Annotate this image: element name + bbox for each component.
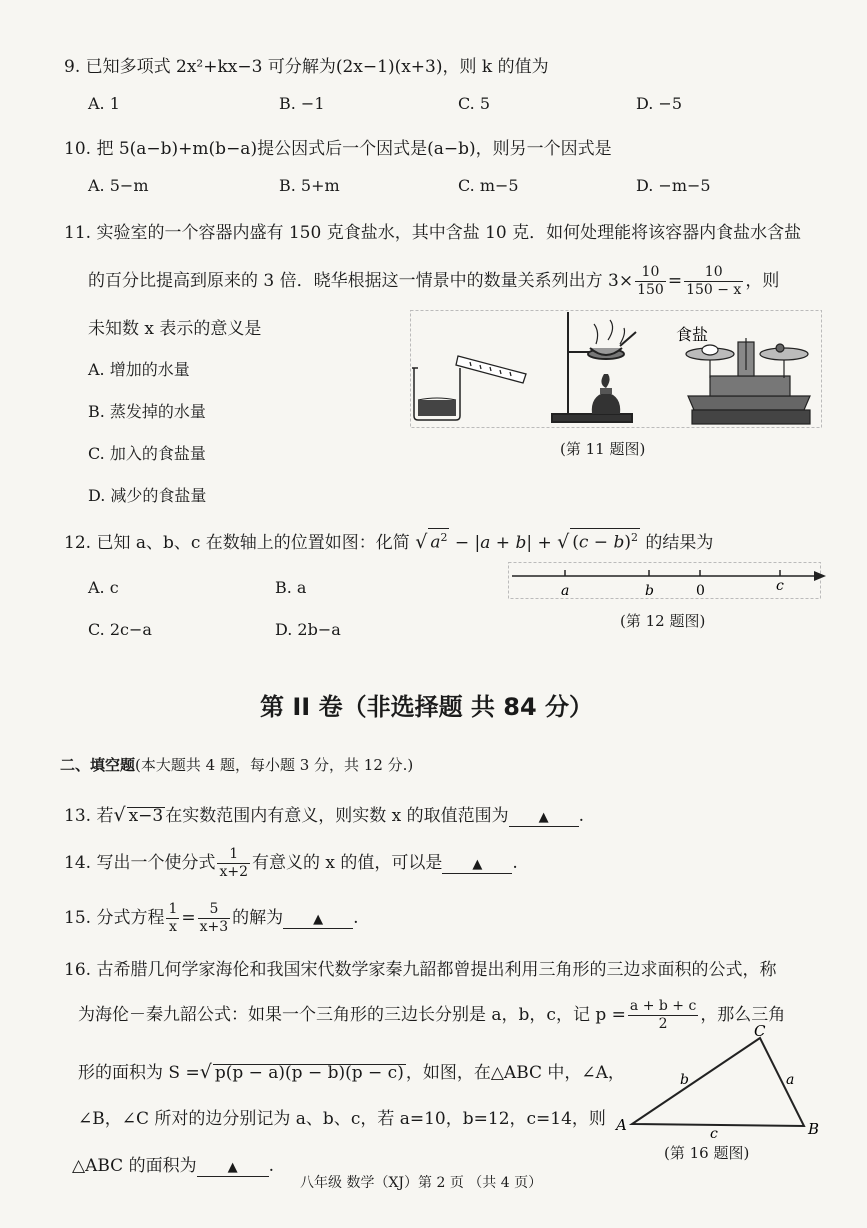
q11-option-c: C. 加入的食盐量	[88, 444, 206, 463]
q11-option-a: A. 增加的水量	[88, 360, 190, 379]
axis-label-a: a	[561, 583, 570, 599]
triangle-abc-figure	[612, 1022, 827, 1142]
axis-label-zero: 0	[696, 583, 705, 599]
question-14: 14. 写出一个使分式 $\frac{1}{x+2}$ 有意义的 x 的值，可以是 ▲ .	[64, 846, 518, 880]
alcohol-burner-icon	[592, 374, 620, 414]
q9-option-d: D. −5	[636, 94, 683, 113]
beaker-icon	[412, 368, 460, 420]
q12-option-a: A. c	[88, 578, 119, 597]
question-12-stem: 12. 已知 a、b、c 在数轴上的位置如图：化简 √ $a^2 - |a + b|$ + √ $(c - b)^2$ 的结果为	[64, 528, 713, 553]
axis-label-c: c	[776, 578, 784, 594]
q11-option-b: B. 蒸发掉的水量	[88, 402, 206, 421]
side-a-label: a	[786, 1072, 795, 1088]
figure-12-caption: (第 12 题图)	[620, 612, 706, 630]
axis-label-b: b	[645, 583, 654, 599]
q10-option-b: B. 5+m	[279, 176, 340, 195]
answer-blank-15: ▲	[283, 912, 353, 929]
q9-option-b: B. −1	[279, 94, 325, 113]
salt-label: 食盐	[676, 325, 709, 344]
question-10-stem: 10. 把 5(a−b)+m(b−a)提公因式后一个因式是(a−b)，则另一个因式是	[64, 139, 612, 159]
triangle-abc	[632, 1038, 804, 1126]
vertex-b-label: B	[808, 1120, 820, 1138]
question-11-line2: 的百分比提高到原来的 3 倍．晓华根据这一情景中的数量关系列出方 3× $\frac{10}{150}$ = $\frac{10}{150 - x}$ ，则	[88, 264, 780, 298]
q10-option-a: A. 5−m	[88, 176, 149, 195]
figure-11-caption: (第 11 题图)	[560, 440, 646, 458]
vertex-c-label: C	[754, 1022, 766, 1040]
q9-option-c: C. 5	[458, 94, 491, 113]
balance-scale-icon	[686, 338, 810, 424]
q12-option-b: B. a	[275, 578, 307, 597]
q10-option-d: D. −m−5	[636, 176, 711, 195]
page-footer: 八年级 数学（XJ）第 2 页 （共 4 页）	[300, 1175, 543, 1191]
question-13: 13. 若√ x−3 在实数范围内有意义，则实数 x 的取值范围为 ▲ .	[64, 804, 585, 826]
part-2-title: 第 II 卷（非选择题 共 84 分）	[260, 693, 594, 721]
q9-option-a: A. 1	[88, 94, 120, 113]
question-15: 15. 分式方程 $\frac{1}{x}$ = $\frac{5}{x+3}$ 的解为 ▲ .	[64, 901, 359, 935]
graduated-cylinder-icon	[456, 356, 526, 383]
fraction-10-over-150-minus-x: $\frac{10}{150 - x}$	[686, 264, 742, 298]
question-9-stem: 9. 已知多项式 2x²+kx−3 可分解为(2x−1)(x+3)，则 k 的值为	[64, 57, 549, 77]
side-c-label: c	[710, 1126, 718, 1142]
vertex-a-label: A	[616, 1116, 627, 1134]
fraction-10-over-150: $\frac{10}{150}$	[637, 264, 664, 298]
question-16-line5: △ABC 的面积为 ▲ .	[72, 1156, 274, 1176]
q12-option-c: C. 2c−a	[88, 620, 152, 639]
question-16-line1: 16. 古希腊几何学家海伦和我国宋代数学家秦九韶都曾提出利用三角形的三边求面积的公式，称	[64, 960, 777, 980]
question-11-line2-text: 的百分比提高到原来的 3 倍．晓华根据这一情景中的数量关系列出方 3×	[88, 271, 634, 291]
section-2-heading: 二、填空题(本大题共 4 题，每小题 3 分，共 12 分.)	[60, 756, 414, 774]
answer-blank-14: ▲	[442, 857, 512, 874]
q11-option-d: D. 减少的食盐量	[88, 486, 207, 505]
question-16-line4: ∠B，∠C 所对的边分别记为 a、b、c，若 a=10，b=12，c=14，则	[78, 1109, 606, 1129]
side-b-label: b	[680, 1072, 689, 1088]
question-16-line2: 为海伦－秦九韶公式：如果一个三角形的三边长分别是 a，b，c，记 p = $\frac{a + b + c}{2}$ ，那么三角	[78, 998, 786, 1032]
lab-apparatus-figure	[410, 310, 822, 428]
q10-option-c: C. m−5	[458, 176, 519, 195]
q12-option-d: D. 2b−a	[275, 620, 341, 639]
answer-blank-16: ▲	[197, 1160, 269, 1177]
number-line-figure	[508, 562, 828, 602]
question-16-line3: 形的面积为 S =√ p(p − a)(p − b)(p − c) ，如图，在△ABC 中，∠A，	[78, 1061, 625, 1083]
figure-16-caption: (第 16 题图)	[664, 1144, 750, 1162]
question-11-line1: 11. 实验室的一个容器内盛有 150 克食盐水，其中含盐 10 克．如何处理能将该容器内食盐水含盐	[64, 223, 802, 243]
answer-blank-13: ▲	[509, 810, 579, 827]
question-11-line3: 未知数 x 表示的意义是	[88, 319, 262, 339]
